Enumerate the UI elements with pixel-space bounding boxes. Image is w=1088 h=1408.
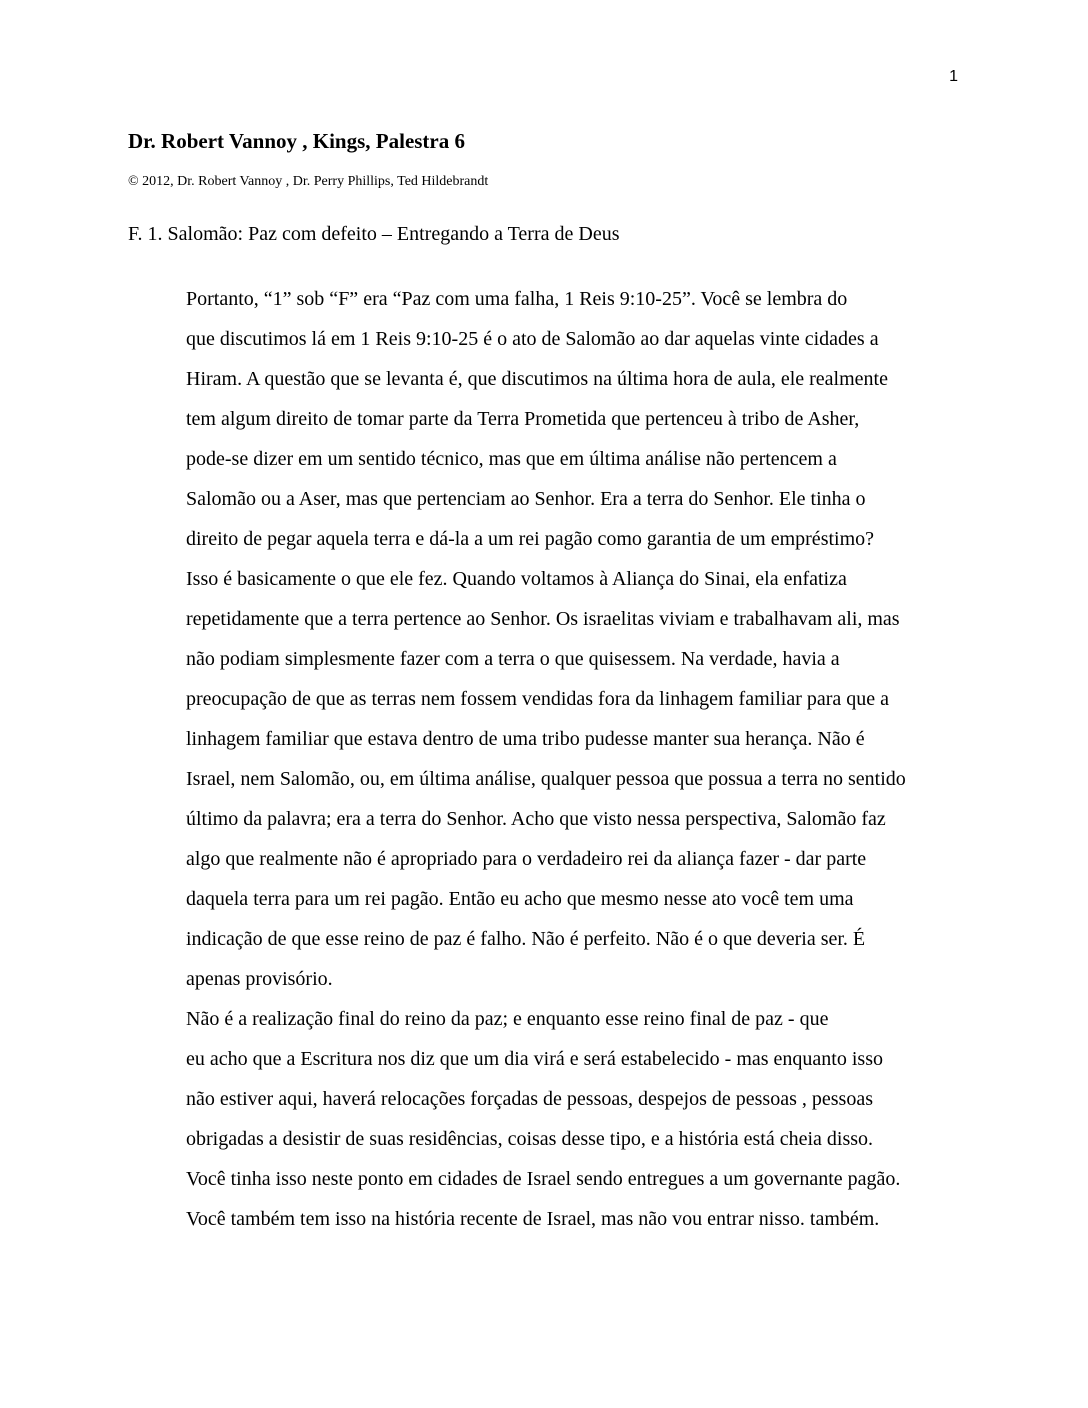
text-line: Portanto, “1” sob “F” era “Paz com uma falha, 1 Reis 9:10-25”. Você se lembra do [186, 288, 848, 310]
text-line: algo que realmente não é apropriado para o verdadeiro rei da aliança fazer - dar parte [186, 848, 867, 870]
text-line: pode-se dizer em um sentido técnico, mas que em última análise não pertencem a [186, 448, 837, 470]
text-line: Você também tem isso na história recente de Israel, mas não vou entrar nisso. também. [186, 1208, 880, 1230]
text-line: linhagem familiar que estava dentro de uma tribo pudesse manter sua herança. Não é [186, 728, 865, 750]
text-line: Salomão ou a Aser, mas que pertenciam ao Senhor. Era a terra do Senhor. Ele tinha o [186, 488, 866, 510]
text-line: repetidamente que a terra pertence ao Senhor. Os israelitas viviam e trabalhavam ali, mas [186, 608, 900, 630]
text-line: Isso é basicamente o que ele fez. Quando voltamos à Aliança do Sinai, ela enfatiza [186, 568, 847, 590]
document-title: Dr. Robert Vannoy , Kings, Palestra 6 [128, 129, 465, 153]
text-line: não podiam simplesmente fazer com a terra o que quisessem. Na verdade, havia a [186, 648, 840, 670]
section-heading: F. 1. Salomão: Paz com defeito – Entregando a Terra de Deus [128, 223, 620, 245]
text-line: direito de pegar aquela terra e dá-la a um rei pagão como garantia de um empréstimo? [186, 528, 875, 550]
copyright-line: © 2012, Dr. Robert Vannoy , Dr. Perry Phillips, Ted Hildebrandt [128, 174, 489, 189]
text-line: indicação de que esse reino de paz é falho. Não é perfeito. Não é o que deveria ser. É [186, 928, 866, 950]
page-number: 1 [949, 68, 958, 85]
text-line: Israel, nem Salomão, ou, em última análise, qualquer pessoa que possua a terra no sentido [186, 768, 906, 790]
text-line: preocupação de que as terras nem fossem vendidas fora da linhagem familiar para que a [186, 688, 890, 710]
text-line: eu acho que a Escritura nos diz que um dia virá e será estabelecido - mas enquanto isso [186, 1048, 883, 1070]
paragraph-2 [128, 999, 964, 1239]
text-line: apenas provisório. [186, 968, 333, 990]
text-line: Você tinha isso neste ponto em cidades de Israel sendo entregues a um governante pagão. [186, 1168, 901, 1190]
text-line: obrigadas a desistir de suas residências, coisas desse tipo, e a história está cheia disso. [186, 1128, 874, 1150]
paragraph-1 [128, 279, 964, 999]
text-line: tem algum direito de tomar parte da Terra Prometida que pertenceu à tribo de Asher, [186, 408, 860, 430]
text-line: Não é a realização final do reino da paz; e enquanto esse reino final de paz - que [186, 1008, 829, 1030]
body-text [128, 279, 964, 1239]
text-line: Hiram. A questão que se levanta é, que discutimos na última hora de aula, ele realmente [186, 368, 888, 390]
text-line: não estiver aqui, haverá relocações forçadas de pessoas, despejos de pessoas , pessoas [186, 1088, 873, 1110]
text-line: daquela terra para um rei pagão. Então eu acho que mesmo nesse ato você tem uma [186, 888, 854, 910]
text-line: último da palavra; era a terra do Senhor. Acho que visto nessa perspectiva, Salomão faz [186, 808, 886, 830]
text-line: que discutimos lá em 1 Reis 9:10-25 é o ato de Salomão ao dar aquelas vinte cidades a [186, 328, 879, 350]
